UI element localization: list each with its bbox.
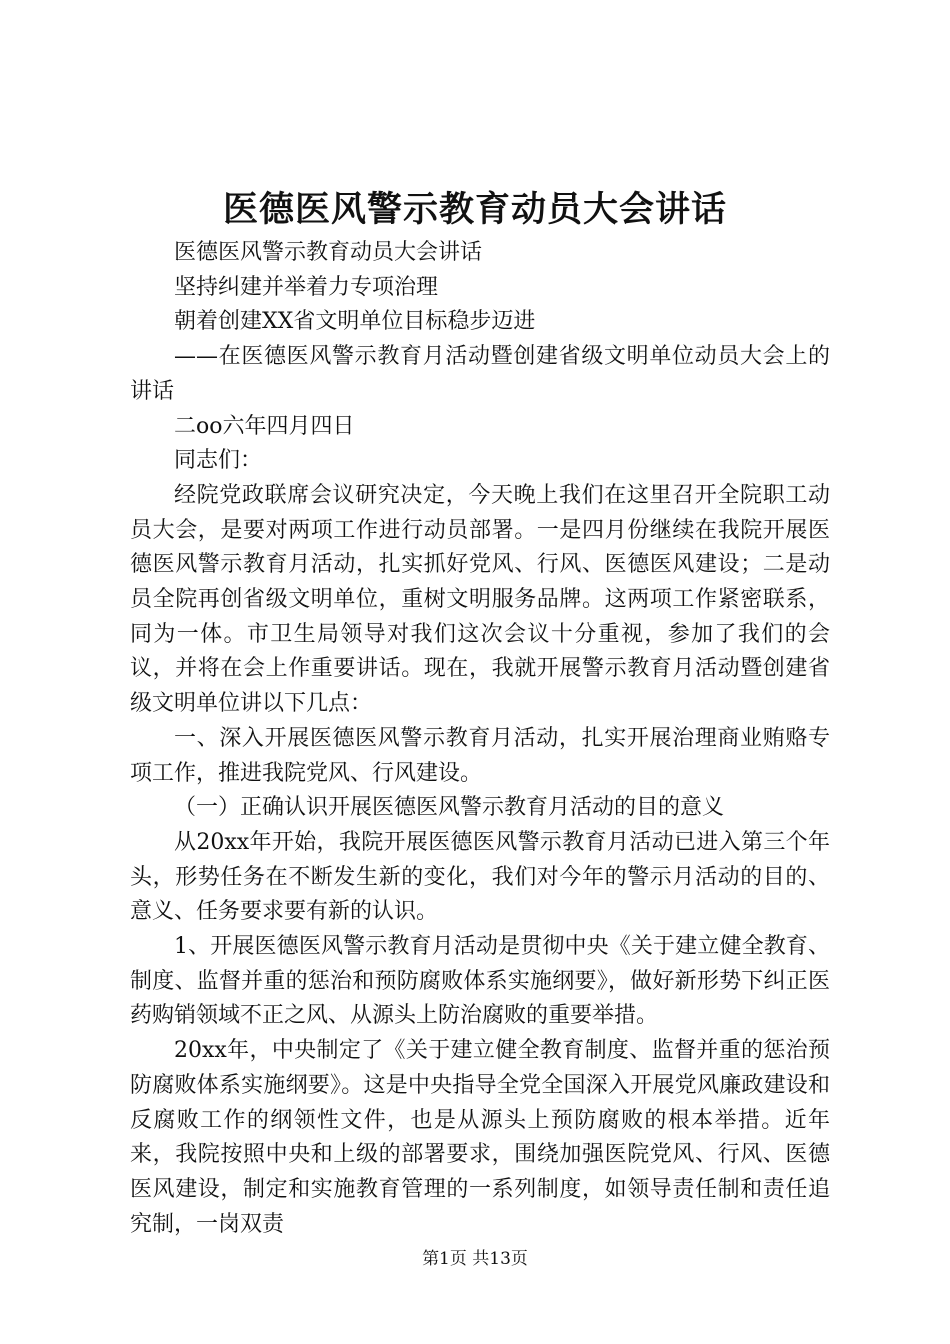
paragraph-subsection-heading: （一）正确认识开展医德医风警示教育月活动的目的意义 [174, 795, 725, 821]
paragraph-body: 20xx年，中央制定了《关于建立健全教育制度、监督并重的惩治预防腐败体系实施纲要》。这是中央指导全党全国深入开展党风廉政建设和反腐败工作的纲领性文件，也是从源头上预防腐败的根本举措。近年来，我院按照中央和上级的部署要求，围绕加强医院党风、行风、医德医风建设，制定和实施教育管理的一系列制度，如领导责任制和责任追究制，一岗双责 [130, 1038, 830, 1237]
paragraph-subtitle: 医德医风警示教育动员大会讲话 [174, 240, 483, 265]
paragraph-date: 二oo六年四月四日 [174, 413, 355, 439]
paragraph-salutation: 同志们： [174, 448, 263, 474]
paragraph-body: 经院党政联席会议研究决定，今天晚上我们在这里召开全院职工动员大会，是要对两项工作进行动员部署。一是四月份继续在我院开展医德医风警示教育月活动，扎实抓好党风、行风、医德医风建设；二是动员全院再创省级文明单位，重树文明服务品牌。这两项工作紧密联系，同为一体。市卫生局领导对我们这次会议十分重视，参加了我们的会议，并将在会上作重要讲话。现在，我就开展警示教育月活动暨创建省级文明单位讲以下几点： [130, 482, 830, 717]
document-body [130, 236, 830, 1242]
paragraph-section-heading: 一、深入开展医德医风警示教育月活动，扎实开展治理商业贿赂专项工作，推进我院党风、行风建设。 [130, 725, 830, 786]
paragraph-slogan-1: 坚持纠建并举着力专项治理 [174, 274, 439, 300]
paragraph-occasion: ——在医德医风警示教育月活动暨创建省级文明单位动员大会上的讲话 [130, 344, 830, 404]
paragraph-slogan-2: 朝着创建XX省文明单位目标稳步迈进 [174, 309, 536, 335]
page-number-footer: 第1页 共13页 [422, 1249, 528, 1269]
paragraph-body: 1、开展医德医风警示教育月活动是贯彻中央《关于建立健全教育、制度、监督并重的惩治和预防腐败体系实施纲要》，做好新形势下纠正医药购销领域不正之风、从源头上防治腐败的重要举措。 [130, 934, 830, 1029]
paragraph-body: 从20xx年开始，我院开展医德医风警示教育月活动已进入第三个年头，形势任务在不断发生新的变化，我们对今年的警示月活动的目的、意义、任务要求要有新的认识。 [130, 829, 830, 925]
document-title: 医德医风警示教育动员大会讲话 [222, 189, 727, 230]
